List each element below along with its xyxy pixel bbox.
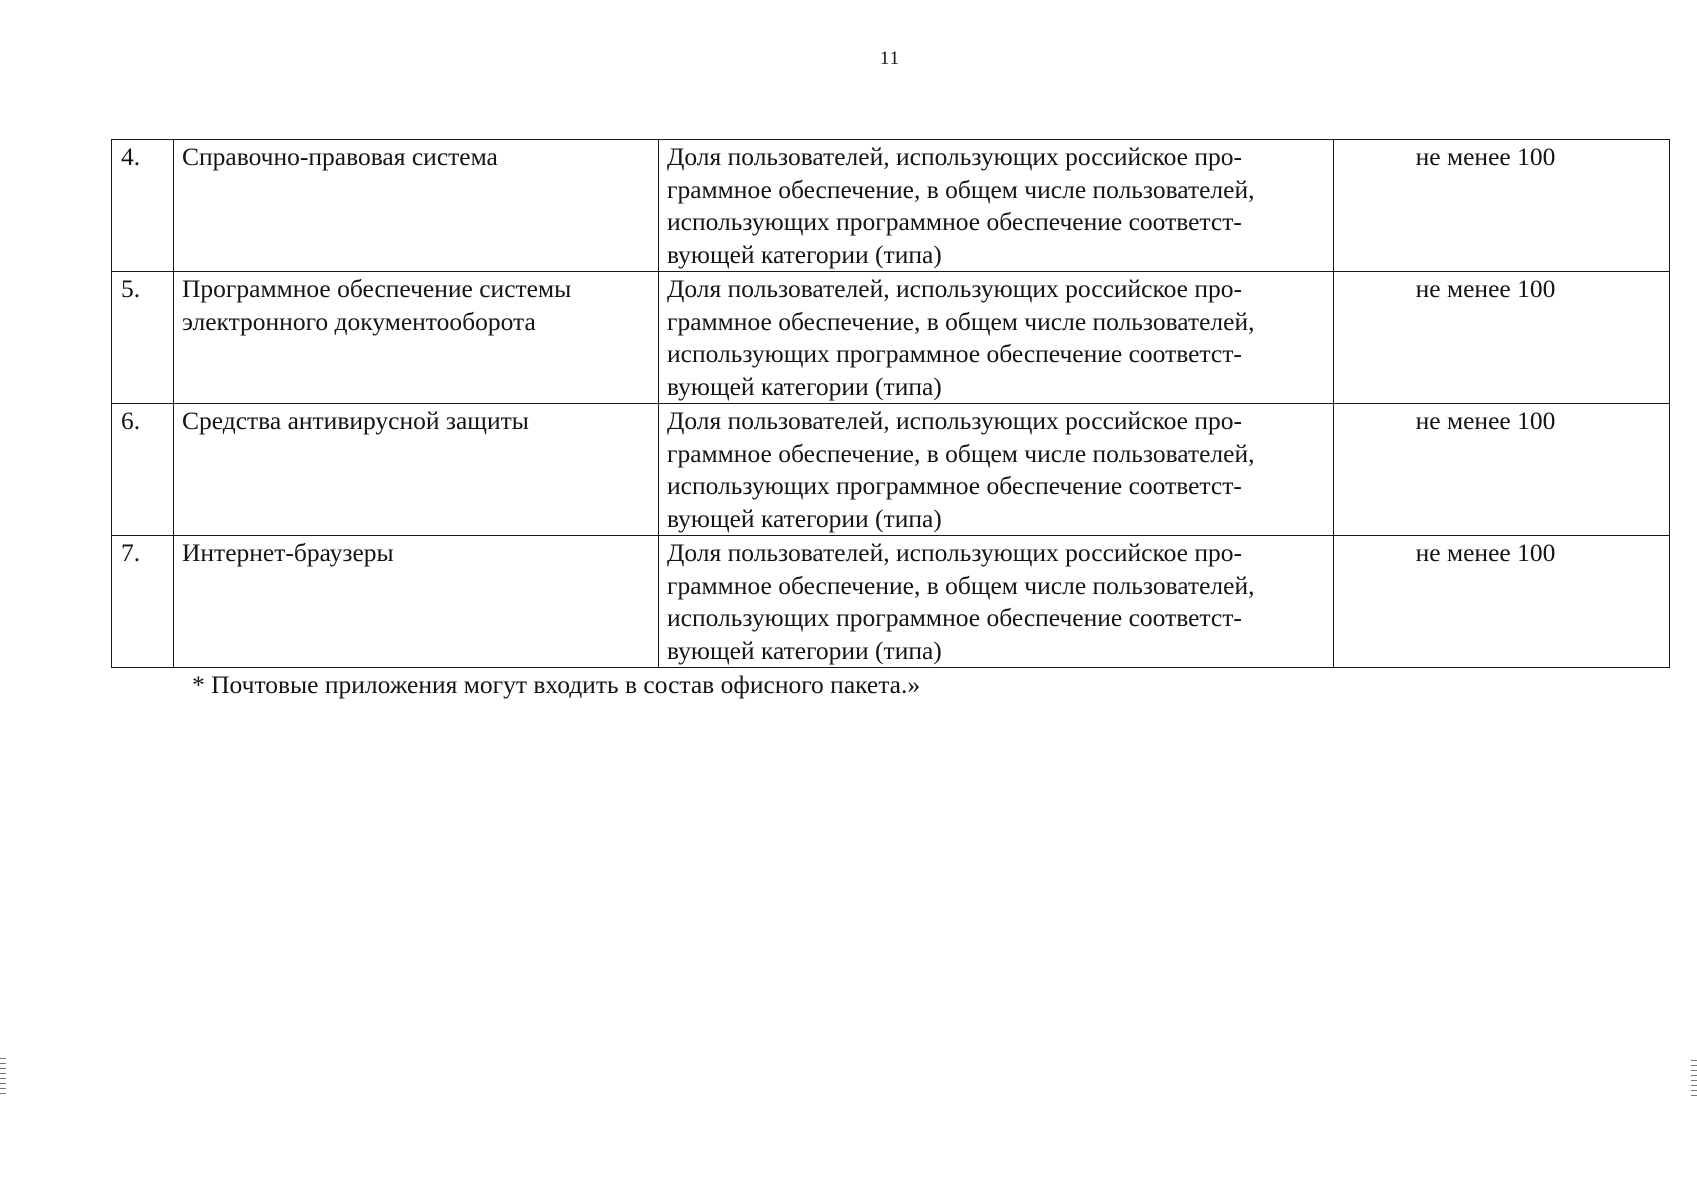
page-number: 11 — [879, 48, 901, 69]
software-category: Средства антивирусной защиты — [174, 404, 659, 536]
scan-edge-mark — [1691, 1060, 1697, 1098]
target-value: не менее 100 — [1334, 536, 1670, 668]
row-number: 4. — [112, 140, 174, 272]
indicator-description: Доля пользователей, использующих российское про-граммное обеспечение, в общем числе пользователей, использующих программное обеспечение соответст-вующей категории (типа) — [659, 404, 1334, 536]
target-value: не менее 100 — [1334, 272, 1670, 404]
table-row — [112, 272, 1670, 404]
indicator-description: Доля пользователей, использующих российское про-граммное обеспечение, в общем числе пользователей, использующих программное обеспечение соответст-вующей категории (типа) — [659, 272, 1334, 404]
table-row — [112, 140, 1670, 272]
footnote: * Почтовые приложения могут входить в состав офисного пакета.» — [192, 670, 921, 699]
target-value: не менее 100 — [1334, 404, 1670, 536]
row-number: 7. — [112, 536, 174, 668]
software-category: Программное обеспечение системы электронного документооборота — [174, 272, 659, 404]
row-number: 6. — [112, 404, 174, 536]
target-value: не менее 100 — [1334, 140, 1670, 272]
row-number: 5. — [112, 272, 174, 404]
software-category: Справочно-правовая система — [174, 140, 659, 272]
scan-edge-mark — [0, 1058, 6, 1096]
table-row — [112, 536, 1670, 668]
table-row — [112, 404, 1670, 536]
indicator-description: Доля пользователей, использующих российское про-граммное обеспечение, в общем числе пользователей, использующих программное обеспечение соответст-вующей категории (типа) — [659, 140, 1334, 272]
software-category: Интернет-браузеры — [174, 536, 659, 668]
indicator-description: Доля пользователей, использующих российское про-граммное обеспечение, в общем числе пользователей, использующих программное обеспечение соответст-вующей категории (типа) — [659, 536, 1334, 668]
indicators-table — [111, 139, 1670, 668]
